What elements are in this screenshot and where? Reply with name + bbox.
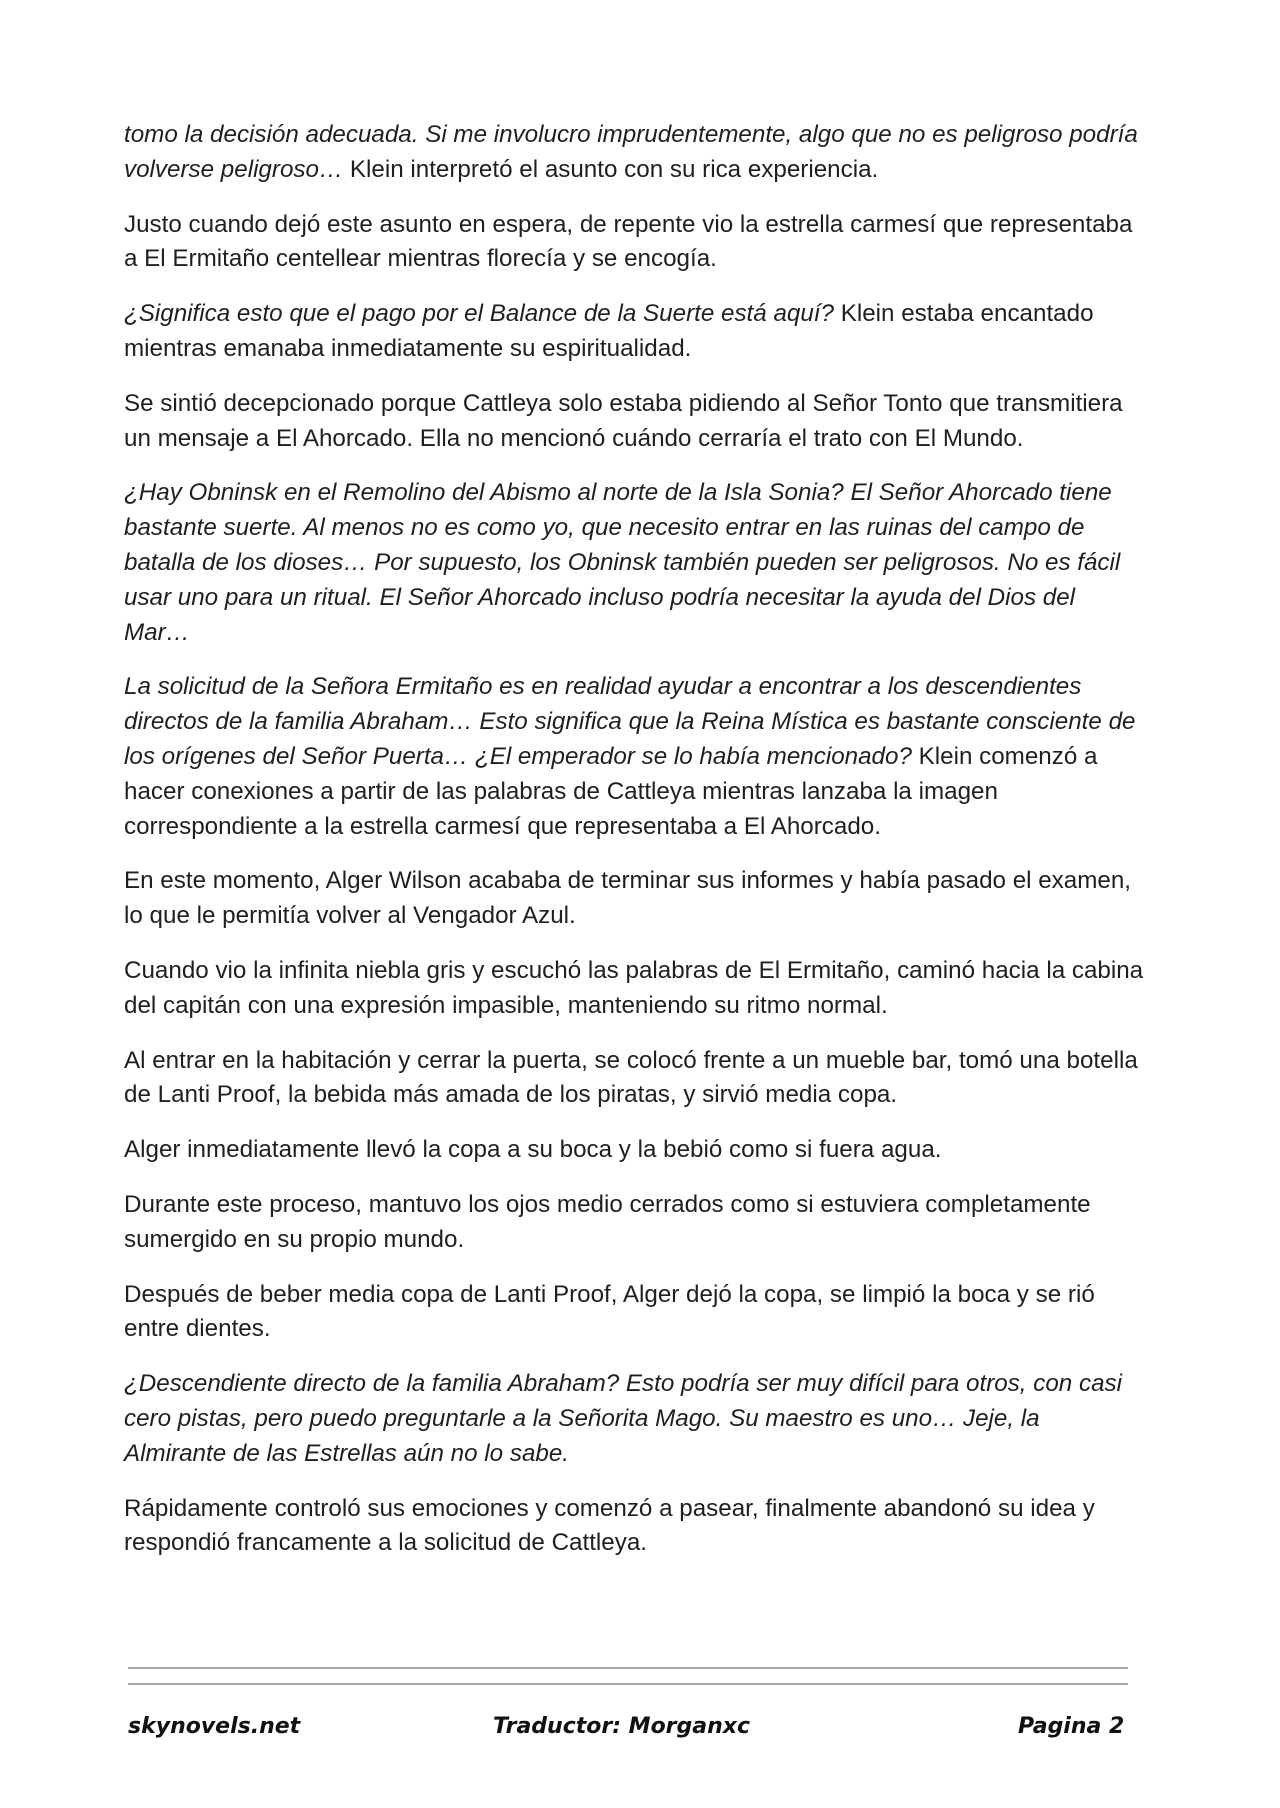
- document-body: [124, 118, 1144, 1581]
- paragraph: [124, 1044, 1144, 1114]
- paragraph: [124, 1133, 1144, 1168]
- text-run: En este momento, Alger Wilson acababa de terminar sus informes y había pasado el examen, lo que le permitía volver al Vengador Azul.: [124, 867, 1132, 930]
- text-run: Justo cuando dejó este asunto en espera, de repente vio la estrella carmesí que representaba a El Ermitaño centellear mientras florecía y se encogía.: [124, 210, 1133, 273]
- footer-site: skynovels.net: [128, 1714, 301, 1739]
- text-run: Se sintió decepcionado porque Cattleya solo estaba pidiendo al Señor Tonto que transmitiera un mensaje a El Ahorcado. Ella no mencionó cuándo cerraría el trato con El Mundo.: [124, 389, 1123, 452]
- text-run: Al entrar en la habitación y cerrar la puerta, se colocó frente a un mueble bar, tomó una botella de Lanti Proof, la bebida más amada de los piratas, y sirvió media copa.: [124, 1046, 1138, 1109]
- footer-divider-top: [128, 1667, 1128, 1669]
- paragraph: [124, 954, 1144, 1024]
- text-run: Después de beber media copa de Lanti Proof, Alger dejó la copa, se limpió la boca y se rió entre dientes.: [124, 1280, 1095, 1343]
- paragraph: [124, 1492, 1144, 1562]
- italic-text-run: ¿Descendiente directo de la familia Abraham? Esto podría ser muy difícil para otros, con casi cero pistas, pero puedo preguntarle a la Señorita Mago. Su maestro es uno… Jeje, la Almirante de las Estrellas aún no lo sabe.: [124, 1370, 1122, 1467]
- footer-page-number: Pagina 2: [1018, 1714, 1125, 1739]
- paragraph: [124, 297, 1144, 367]
- footer-divider-bottom: [128, 1683, 1128, 1685]
- paragraph: [124, 476, 1144, 650]
- paragraph: [124, 208, 1144, 278]
- italic-text-run: ¿Significa esto que el pago por el Balance de la Suerte está aquí?: [124, 300, 834, 328]
- italic-text-run: La solicitud de la Señora Ermitaño es en realidad ayudar a encontrar a los descendientes directos de la familia Abraham… Esto significa que la Reina Mística es bastante consciente de los orígenes del Señor Puerta… ¿El emperador se lo había mencionado?: [124, 673, 1136, 770]
- italic-text-run: ¿Hay Obninsk en el Remolino del Abismo al norte de la Isla Sonia? El Señor Ahorcado tiene bastante suerte. Al menos no es como yo, que necesito entrar en las ruinas del campo de batalla de los dioses… Por supuesto, los Obninsk también pueden ser peligrosos. No es fácil usar uno para un ritual. El Señor Ahorcado incluso podría necesitar la ayuda del Dios del Mar…: [124, 479, 1121, 646]
- text-run: Klein interpretó el asunto con su rica experiencia.: [343, 155, 879, 183]
- paragraph: [124, 1367, 1144, 1471]
- text-run: Rápidamente controló sus emociones y comenzó a pasear, finalmente abandonó su idea y respondió francamente a la solicitud de Cattleya.: [124, 1494, 1095, 1557]
- text-run: Cuando vio la infinita niebla gris y escuchó las palabras de El Ermitaño, caminó hacia la cabina del capitán con una expresión impasible, manteniendo su ritmo normal.: [124, 956, 1144, 1019]
- text-run: Klein comenzó a hacer conexiones a partir de las palabras de Cattleya mientras lanzaba la imagen correspondiente a la estrella carmesí que representaba a El Ahorcado.: [124, 742, 1098, 840]
- paragraph: [124, 1188, 1144, 1258]
- text-run: Klein estaba encantado mientras emanaba inmediatamente su espiritualidad.: [124, 300, 1094, 362]
- paragraph: [124, 387, 1144, 457]
- paragraph: [124, 670, 1144, 844]
- footer-translator: Traductor: Morganxc: [493, 1714, 751, 1739]
- text-run: Durante este proceso, mantuvo los ojos medio cerrados como si estuviera completamente sumergido en su propio mundo.: [124, 1190, 1091, 1253]
- text-run: Alger inmediatamente llevó la copa a su boca y la bebió como si fuera agua.: [124, 1136, 942, 1164]
- paragraph: [124, 118, 1144, 188]
- paragraph: [124, 864, 1144, 934]
- italic-text-run: tomo la decisión adecuada. Si me involucro imprudentemente, algo que no es peligroso podría volverse peligroso…: [124, 121, 1138, 183]
- paragraph: [124, 1278, 1144, 1348]
